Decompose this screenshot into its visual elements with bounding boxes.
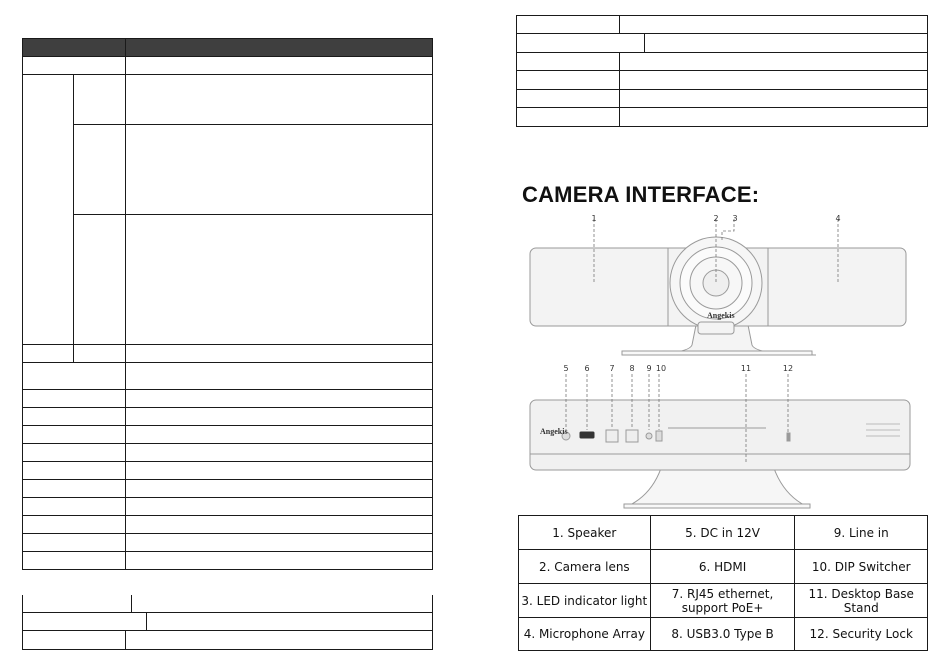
spec-cell — [125, 75, 432, 125]
callout-5: 5 — [563, 364, 569, 373]
spec-cell — [23, 552, 126, 570]
spec-col-divider — [619, 16, 620, 33]
spec-row-line — [517, 33, 927, 34]
spec-table-right — [516, 15, 928, 127]
spec-cell — [125, 363, 432, 390]
spec-row-offset-1 — [22, 595, 433, 613]
spec-row-divider — [131, 595, 132, 612]
legend-label-camera-lens: 2. Camera lens — [538, 559, 630, 574]
legend-cell — [650, 618, 795, 651]
legend-label-security-lock: 12. Security Lock — [809, 627, 913, 641]
spec-row-divider — [146, 613, 147, 630]
legend-cell — [519, 516, 651, 550]
spec-header-cell — [125, 39, 432, 57]
spec-cell — [125, 498, 432, 516]
spec-cell — [23, 444, 126, 462]
legend-cell — [650, 516, 795, 550]
spec-cell — [125, 390, 432, 408]
spec-cell — [73, 345, 125, 363]
legend-label-dc-in: 5. DC in 12V — [685, 525, 761, 540]
callout-11: 11 — [740, 364, 752, 373]
spec-cell — [125, 125, 432, 215]
legend-label-hdmi: 6. HDMI — [698, 559, 747, 574]
callout-8: 8 — [629, 364, 635, 373]
callout-1: 1 — [591, 214, 597, 223]
spec-cell — [23, 516, 126, 534]
callout-2: 2 — [713, 214, 719, 223]
legend-cell — [795, 550, 928, 584]
spec-cell — [23, 462, 126, 480]
spec-row-line — [517, 89, 927, 90]
spec-cell — [125, 426, 432, 444]
spec-cell — [23, 363, 126, 390]
spec-row-line — [517, 52, 927, 53]
legend-label-mic-array: 4. Microphone Array — [523, 627, 645, 641]
spec-cell — [23, 480, 126, 498]
callout-3: 3 — [732, 214, 738, 223]
legend-label-line-in: 9. Line in — [833, 525, 889, 540]
spec-cell — [125, 480, 432, 498]
spec-cell — [23, 57, 126, 75]
spec-table-left — [22, 38, 433, 570]
legend-cell — [519, 550, 651, 584]
spec-header-cell — [23, 39, 126, 57]
spec-row-last — [22, 631, 433, 650]
spec-cell — [125, 534, 432, 552]
spec-cell — [125, 345, 432, 363]
legend-cell — [795, 516, 928, 550]
spec-cell — [23, 426, 126, 444]
callout-10: 10 — [655, 364, 667, 373]
legend-cell — [795, 584, 928, 618]
interface-legend-table — [518, 515, 928, 651]
spec-cell — [23, 498, 126, 516]
spec-row-line — [517, 107, 927, 108]
legend-cell — [650, 550, 795, 584]
spec-col-divider — [644, 33, 645, 52]
callout-6: 6 — [584, 364, 590, 373]
brand-logo-front: Angekis — [707, 311, 735, 320]
spec-cell — [23, 75, 74, 345]
spec-cell — [125, 516, 432, 534]
spec-col-divider — [619, 52, 620, 126]
legend-label-base-stand: 11. Desktop Base Stand — [808, 586, 914, 615]
spec-cell — [125, 408, 432, 426]
legend-label-led: 3. LED indicator light — [521, 593, 648, 608]
brand-logo-back: Angekis — [540, 427, 568, 436]
spec-row-offset-2 — [22, 613, 433, 631]
callout-9: 9 — [646, 364, 652, 373]
spec-cell — [73, 125, 125, 215]
spec-cell — [23, 345, 74, 363]
section-title: CAMERA INTERFACE: — [522, 182, 760, 207]
legend-label-speaker: 1. Speaker — [552, 525, 617, 540]
spec-row-divider — [125, 631, 126, 649]
legend-label-usb: 8. USB3.0 Type B — [671, 627, 774, 641]
callout-4: 4 — [835, 214, 841, 223]
camera-back-illustration — [516, 368, 932, 513]
spec-cell — [73, 75, 125, 125]
legend-label-dip-switcher: 10. DIP Switcher — [811, 559, 911, 574]
spec-cell — [23, 390, 126, 408]
legend-cell — [650, 584, 795, 618]
legend-cell — [519, 584, 651, 618]
spec-cell — [125, 57, 432, 75]
spec-row-line — [517, 70, 927, 71]
legend-cell — [795, 618, 928, 651]
legend-label-rj45: 7. RJ45 ethernet, support PoE+ — [671, 586, 774, 615]
spec-cell — [125, 552, 432, 570]
spec-cell — [23, 534, 126, 552]
callout-7: 7 — [609, 364, 615, 373]
spec-cell — [23, 408, 126, 426]
spec-cell — [125, 215, 432, 345]
legend-cell — [519, 618, 651, 651]
spec-cell — [125, 462, 432, 480]
camera-front-illustration — [516, 205, 932, 365]
spec-cell — [73, 215, 125, 345]
spec-cell — [125, 444, 432, 462]
callout-12: 12 — [782, 364, 794, 373]
